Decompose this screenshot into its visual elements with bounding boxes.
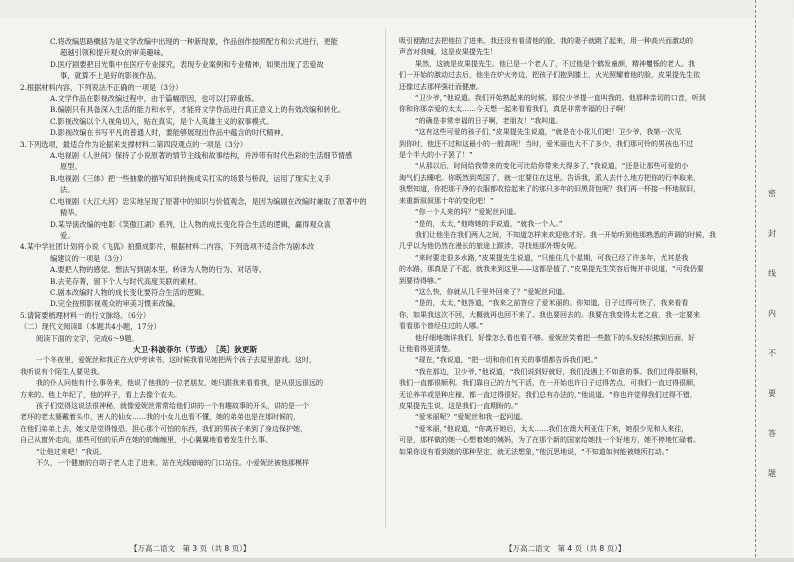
text-line: 我听说有个陌生人要见我。	[20, 367, 104, 376]
text-line: “是的，太太，”他吻她的手说道，“就我一个人。”	[415, 219, 563, 228]
text-line: B.编剧只有具备深入生活的能力和水平，才能将文学作品进行真正意义上的有效改编和转化。	[50, 105, 346, 115]
text-line: “来时要走很多水路，”皮果提先生说道，“只能住几个星期，可我已经了许多年，尤其是我	[415, 253, 689, 262]
text-line: “现在，”我说道，“把一切和你们有关的事情都告诉我们吧。”	[415, 356, 598, 365]
text-line: A.电视剧《人世间》保持了小说原著的情节主线和故事结构，并涉带有时代色彩的生活细节情感	[50, 151, 353, 161]
left-page	[20, 36, 370, 469]
text-line: C.影视改编以个人视角切入，贴在真实，是个人英雄主义的叙事模式。	[50, 116, 274, 126]
text-line: 果然，这就是皮果提先生。他已是一个老人了，不过他是个鹤发童颜，精神矍铄的老人。我	[415, 59, 695, 68]
text-line: 让他看得更清楚。	[399, 344, 455, 353]
binding-char: 线	[768, 269, 776, 278]
text-line: “是的，太太，”他答道，“我来之前答应了爱米丽的。你知道，日子过得可快了，我来看看	[415, 299, 689, 308]
text-line: 孩子们觉得这说法很神秘，就像爱妮丝常常给他们讲的一个有趣故事的开头，讲的是一个	[36, 402, 309, 410]
text-line: B.去芜存菁，留下个人与时代高度关联的素材。	[50, 276, 202, 286]
text-line: 看看那个曾经住过的人哪。”	[399, 322, 484, 331]
binding-margin	[755, 0, 792, 562]
text-line: D.影视改编在书写平凡的普通人时，要能够展现出作品中蕴含的时代精神。	[50, 128, 288, 138]
text-line: D.某导演改编的电影《笑傲江湖》系列，让人物的成长变化符合生活的逻辑，赢得观众喜	[50, 219, 331, 229]
scan-bottom-edge	[0, 558, 794, 562]
text-line: 到你时，他还不过和这最小的一般高呢！当时，爱米丽也大不了多少，我们那可怜的男孩也不过	[399, 139, 693, 148]
text-line: 原型。	[60, 162, 82, 172]
text-line: 声音对我喊，这是皮果提先生！	[399, 48, 497, 57]
text-line: D.医疗剧要把目光集中在医疗专业探究，表现专业案例和专业精神，如果出现了恋爱故	[50, 59, 324, 69]
text-line: “我在那边，卫少爷，”他说道，“我们说到好就好，我们没遇上不如意的事。我们过得很顺利，	[415, 367, 703, 376]
text-line: 淘气们去睡吧。你既然到英国了，就一定要住在这里。告诉我，派人去什么地方把你的行李取来，	[399, 173, 700, 182]
text-line: “卫少爷，”他说道。我们开始熟起来的时候，那位少爷提一直叫我的。他那种亲切的口音，听到	[415, 94, 706, 103]
text-line: “你一个人来的吗？”爱妮丝问道。	[415, 208, 521, 217]
text-line: C.将改编思路概括为是文学改编中出现的一种新现象，作品创作按照配方和公式进行，更能	[50, 37, 338, 46]
text-line: 我们让他坐在我们两人之间，不知道怎样来欢迎他才好。我一开始听到他那熟悉的声调的时候，我	[415, 230, 716, 239]
text-line: 我想知道，你把那干净的衣服都收拾起来了的那只多年的旧黑背包呢？我们再一杯接一杯地叙旧，	[399, 185, 700, 194]
text-line: 你和你那亲爱的太太……今天想一起来看看我们，真是非常幸福的日子啊！	[399, 105, 630, 114]
text-line: 4.某中学社团计划将小说《飞狐》拍摄成影片，根据材料二内容，下列选项不适合作为剧本改	[20, 242, 315, 252]
text-line: 老坏的老太婆戴着头巾，害人的仙女……我的小女儿也看不懂，她的弟弟也是在那时候的，	[20, 413, 300, 422]
left-footer: 【万高二语文 第 3 页（共 8 页）】	[130, 544, 251, 553]
text-line: 皮果提先生说，这是我们一直期盼的。”	[399, 402, 519, 410]
text-line: 法。	[60, 185, 75, 195]
text-line: 5.请简要梳理材料一的行文脉络。（6分）	[20, 310, 151, 320]
text-line: “爱米丽呢？”爱妮丝和我一起问道。	[415, 413, 528, 422]
text-line: 是个半大的小子罢了！”	[399, 151, 473, 160]
text-line: C.剧本改编时人物的成长变化要符合生活的逻辑。	[50, 287, 209, 297]
text-line: 到要待得够。”	[399, 276, 442, 285]
right-page	[399, 36, 749, 458]
text-line: （二）现代文阅读Ⅱ（本题共4小题，17分）	[20, 322, 161, 332]
binding-char: 题	[768, 469, 776, 478]
text-line: “这么快，你就从几千里外回来了？”爱妮丝问道。	[415, 287, 570, 296]
text-line: 如果你没有看到她的那种坚定，就无法想象，”他沉思地说，“不知道如何能被她所打动。”	[399, 447, 669, 456]
scan-top-margin	[0, 0, 794, 18]
text-line: 事，就算不上是好的影视作品。	[60, 71, 161, 81]
text-line: 超越引领和提升观众的审美趣味。	[60, 48, 168, 58]
binding-char: 要	[768, 389, 776, 398]
text-line: B.电视剧《三体》把一些抽象的描写知识转换成实打实的场景与桥段，运用了现实主义手	[50, 173, 331, 183]
right-footer: 【万高二语文 第 4 页（共 8 页）】	[505, 544, 626, 553]
text-line: 我们一直都很顺利。我们靠自己的力气干活，在一开始也许日子过得苦点，可我们一直过得很顺，	[399, 379, 700, 388]
binding-char: 封	[768, 229, 776, 238]
binding-char: 不	[768, 349, 776, 358]
text-line: 一个冬夜里，爱妮丝和我正在火炉旁读书，这时候我看见她把两个孩子去屋里游戏。这时，	[36, 356, 316, 365]
text-line: 编建议的一项是（3分）	[50, 253, 127, 263]
text-line: 我的仆人问他有什么事务来，他说了他我的一位老朋友，她只跟我来看看我，是从很远很远的	[36, 379, 323, 388]
text-line: 他仔细地端详我们，好像怎么看也看不够。爱妮丝笑着把一些散下的头发轻轻拂到后面，好	[415, 333, 695, 342]
text-line: C.电视剧《大江大河》忠实地呈现了原著中的知识与价值观念，是因为编剧在改编时兼取了原著中的	[50, 196, 367, 206]
text-line: A.要把人物的感觉、想法写到剧本里，转译为人物的行为、对话等。	[50, 265, 266, 275]
text-line: D.完全按照影视观众的审美习惯来改编。	[50, 299, 180, 309]
text-line: 们一开始的激动过去后，他坐在炉火旁边，把孩子们抱到膝上，火光照耀着他的脸，皮果提先生依	[399, 71, 700, 80]
text-line: 来重新叙叙那十年的变化吧！”	[399, 196, 494, 205]
text-line: 3.下列选项，最适合作为论据来支撑材料二第四段观点的一项是（3分）	[20, 139, 248, 149]
text-line: 在他们弟弟上去，她又是觉得惶恐，担心那个可怕的东西，我们的男孩子来到了身边保护她，	[20, 424, 307, 433]
text-line: 你，如果我这次不回，大概就再也回不来了。我也要回去的。我要在我变得太老之前，我一定要来	[399, 310, 700, 319]
text-line: 精华。	[60, 208, 82, 218]
text-line: “爱米丽，”他说道，“你离开她后，太太……我们在澳大利亚住下来，她很少见和人来往，	[415, 424, 689, 433]
binding-char: 答	[768, 429, 776, 438]
text-line: 几乎以为他仍然在漫长的旅途上跋涉，寻找他那外甥女呢。	[399, 242, 581, 251]
text-line: “这有这些可爱的孩子们，”皮果提先生说道，“就是在小花儿们吧！卫少爷，我第一次见	[415, 128, 682, 137]
text-line: A.文学作品在影视改编过程中，由于篇幅原因，也可以打碎重练。	[50, 94, 259, 104]
text-line: 2.根据材料内容，下列说法不正确的一项是（3分）	[20, 82, 183, 92]
text-line: 大卫·科波菲尔（节选） ［英］狄更斯	[132, 344, 258, 354]
text-line: 不久，一个健康的白胡子老人走了进来，站在光线暗暗的门口站住。小爱妮丝被他那模样	[36, 459, 309, 468]
binding-char: 内	[768, 309, 776, 318]
binding-char: 密	[768, 189, 776, 198]
text-line: “让他过来吧！”我说。	[36, 447, 107, 456]
text-line: 爱。	[60, 230, 75, 240]
text-line: 无论养羊或是种庄稼，都一直过得很好。我们总有办法的，”他说道。“你也许觉得我们过得不错，	[399, 390, 697, 399]
text-line: “从那以后，时间给我带来的变化可比给你带来大得多了，”我说道，“还是让那些可爱的小	[415, 162, 689, 171]
text-line: 自己从窗外走向，那些可怕的乐声在她的的缠缠里，小心翼翼地看着发生什么事。	[20, 436, 272, 445]
text-line: 吸引便跑过去把他拉了进来。我还没有看清他的脸，我的妻子就跳了起来，用一种高兴而激动的	[399, 37, 693, 45]
text-line: 的水路，那真是了不起，就我来到这里——这都是值了，”皮果提先生笑容后悔并非说道，“可我仍要	[399, 265, 704, 274]
text-line: “的确是非常幸福的日子啊，老朋友！”我叫道。	[415, 116, 563, 125]
page-divider	[385, 28, 386, 528]
text-line: 可是，那样做的她一心想着她的姨妈，为了在那个新的国家给她找一个好地方，她不停地忙碌着。	[399, 436, 700, 445]
text-line: 阅读下面的文字，完成6～9题。	[36, 333, 139, 343]
text-line: 方来的。他上年纪了，他的样子，看上去像个农夫。	[20, 390, 181, 399]
text-line: 还像过去那样强壮而健康。	[399, 82, 483, 91]
